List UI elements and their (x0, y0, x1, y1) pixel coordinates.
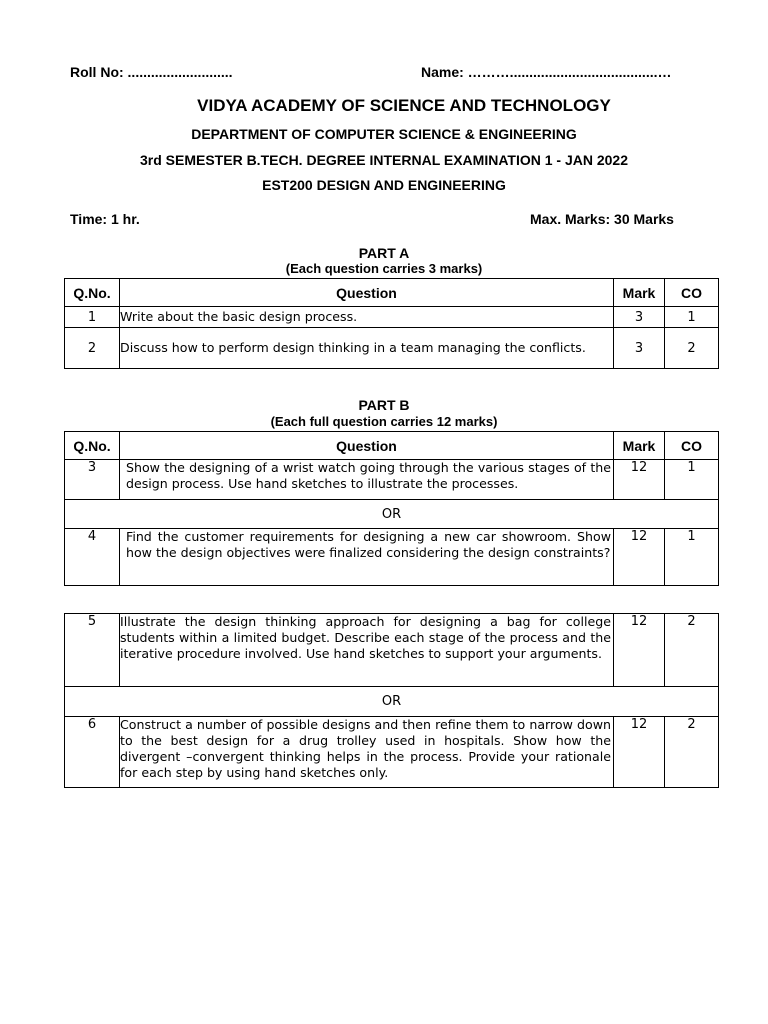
table-header-row (65, 432, 719, 460)
department-title: DEPARTMENT OF COMPUTER SCIENCE & ENGINEERING (191, 126, 577, 142)
question-mark: 3 (614, 328, 665, 369)
institution-title: VIDYA ACADEMY OF SCIENCE AND TECHNOLOGY (197, 96, 611, 115)
question-text: Write about the basic design process. (120, 307, 614, 328)
table-header-row (65, 279, 719, 307)
column-header: CO (665, 432, 719, 460)
question-co: 2 (665, 717, 719, 788)
question-text: Illustrate the design thinking approach for designing a bag for college students within a limited budget. Describe each stage of the process and the iterative procedure involved. Use hand sketches to support your arguments. (120, 614, 614, 687)
column-header: Question (120, 432, 614, 460)
question-number: 2 (65, 328, 120, 369)
part-b-table-1 (64, 431, 719, 586)
question-mark: 3 (614, 307, 665, 328)
question-text: Find the customer requirements for designing a new car showroom. Show how the design objectives were finalized considering the design constraints? (120, 529, 614, 586)
or-row (65, 500, 719, 529)
column-header: Mark (614, 432, 665, 460)
exam-title: 3rd SEMESTER B.TECH. DEGREE INTERNAL EXAMINATION 1 - JAN 2022 (139, 152, 628, 168)
question-number: 5 (65, 614, 120, 687)
table-row (65, 307, 719, 328)
column-header: Q.No. (65, 279, 120, 307)
question-mark: 12 (614, 460, 665, 500)
question-co: 2 (665, 328, 719, 369)
part-b-subtitle: (Each full question carries 12 marks) (270, 414, 498, 429)
question-co: 1 (665, 307, 719, 328)
question-number: 3 (65, 460, 120, 500)
question-mark: 12 (614, 717, 665, 788)
roll-no-field: Roll No: ........................... (70, 64, 233, 80)
table-row (65, 717, 719, 788)
or-divider: OR (65, 687, 719, 717)
table-row (65, 529, 719, 586)
part-a-subtitle: (Each question carries 3 marks) (285, 261, 483, 276)
table-row (65, 460, 719, 500)
column-header: Question (120, 279, 614, 307)
part-b-title: PART B (358, 397, 410, 413)
table-row (65, 328, 719, 369)
question-co: 1 (665, 460, 719, 500)
table-row (65, 614, 719, 687)
part-a-title: PART A (358, 245, 410, 261)
question-mark: 12 (614, 614, 665, 687)
question-mark: 12 (614, 529, 665, 586)
question-number: 1 (65, 307, 120, 328)
question-co: 2 (665, 614, 719, 687)
column-header: Q.No. (65, 432, 120, 460)
question-text: Discuss how to perform design thinking in a team managing the conflicts. (120, 328, 614, 369)
question-co: 1 (665, 529, 719, 586)
or-divider: OR (65, 500, 719, 529)
column-header: CO (665, 279, 719, 307)
or-row (65, 687, 719, 717)
column-header: Mark (614, 279, 665, 307)
time-label: Time: 1 hr. (70, 211, 140, 227)
max-marks-label: Max. Marks: 30 Marks (530, 211, 674, 227)
part-a-table (64, 278, 719, 369)
question-number: 6 (65, 717, 120, 788)
part-b-table-2 (64, 613, 719, 788)
question-number: 4 (65, 529, 120, 586)
name-field: Name: ………......................................… (421, 64, 672, 80)
question-text: Show the designing of a wrist watch going through the various stages of the design process. Use hand sketches to illustrate the processes. (120, 460, 614, 500)
course-title: EST200 DESIGN AND ENGINEERING (262, 177, 506, 193)
question-text: Construct a number of possible designs and then refine them to narrow down to the best design for a drug trolley used in hospitals. Show how the divergent –convergent thinking helps in the process. Provide your rationale for each step by using hand sketches only. (120, 717, 614, 788)
